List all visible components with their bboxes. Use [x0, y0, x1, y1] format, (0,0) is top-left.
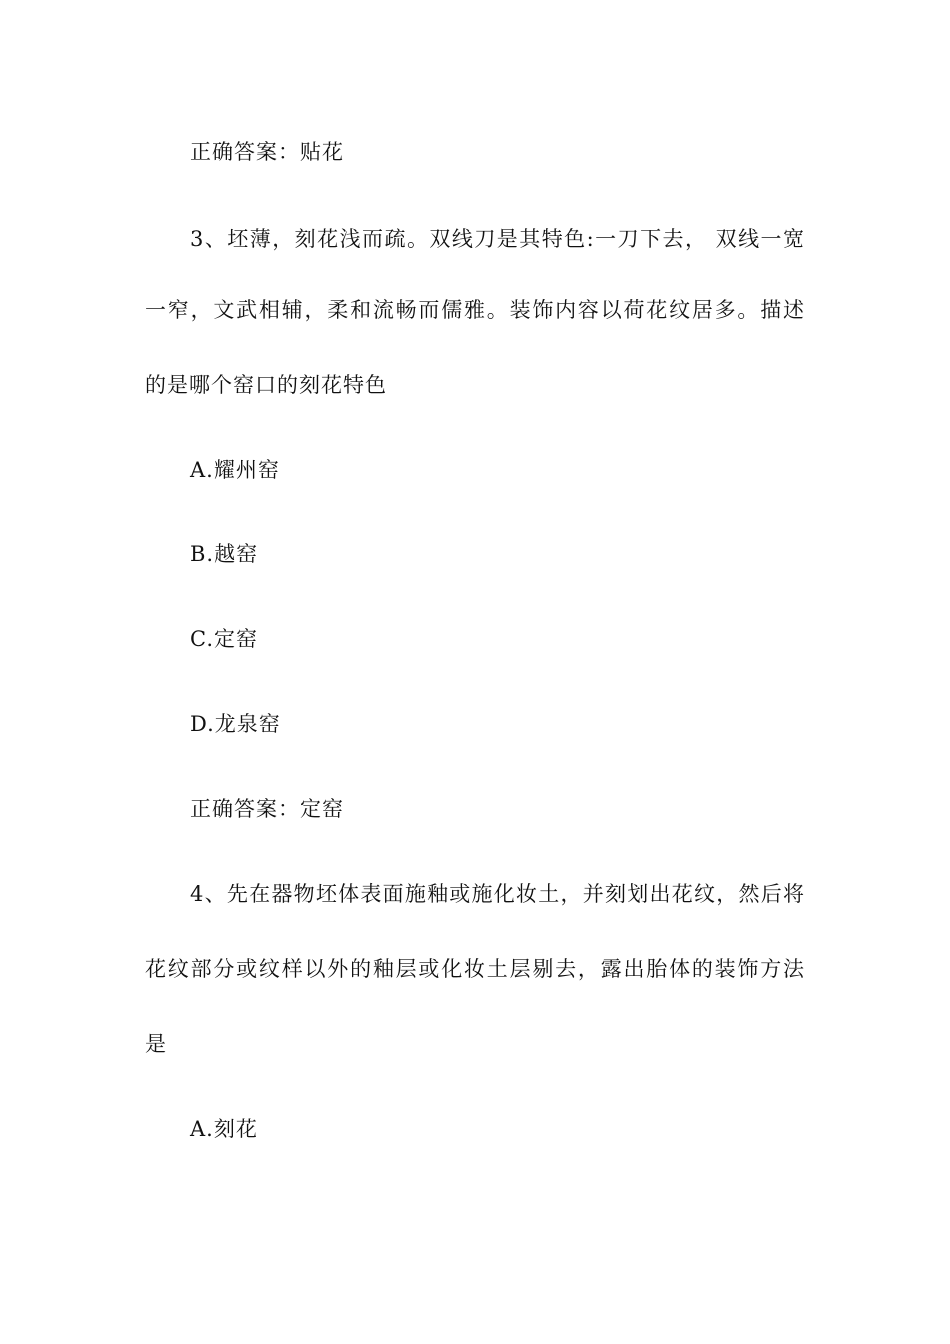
question-3-option-d: D.龙泉窑 [190, 712, 281, 736]
question-3-line-2: 一窄，文武相辅，柔和流畅而儒雅。装饰内容以荷花纹居多。描述 [145, 298, 805, 322]
question-3-option-b: B.越窑 [190, 542, 259, 566]
question-3-option-c: C.定窑 [190, 627, 258, 651]
question-3-line-3: 的是哪个窑口的刻花特色 [145, 373, 387, 397]
previous-answer: 正确答案：贴花 [190, 140, 344, 164]
question-3-option-a: A.耀州窑 [190, 458, 280, 482]
question-4-line-1: 4、先在器物坯体表面施釉或施化妆土，并刻划出花纹，然后将 [190, 882, 805, 906]
question-4-line-2: 花纹部分或纹样以外的釉层或化妆土层剔去，露出胎体的装饰方法 [145, 957, 805, 981]
question-3-answer: 正确答案：定窑 [190, 797, 344, 821]
question-3-line-1: 3、坯薄，刻花浅而疏。双线刀是其特色:一刀下去， 双线一宽 [190, 227, 805, 251]
question-4-line-3: 是 [145, 1032, 167, 1056]
question-4-option-a: A.刻花 [190, 1117, 258, 1141]
